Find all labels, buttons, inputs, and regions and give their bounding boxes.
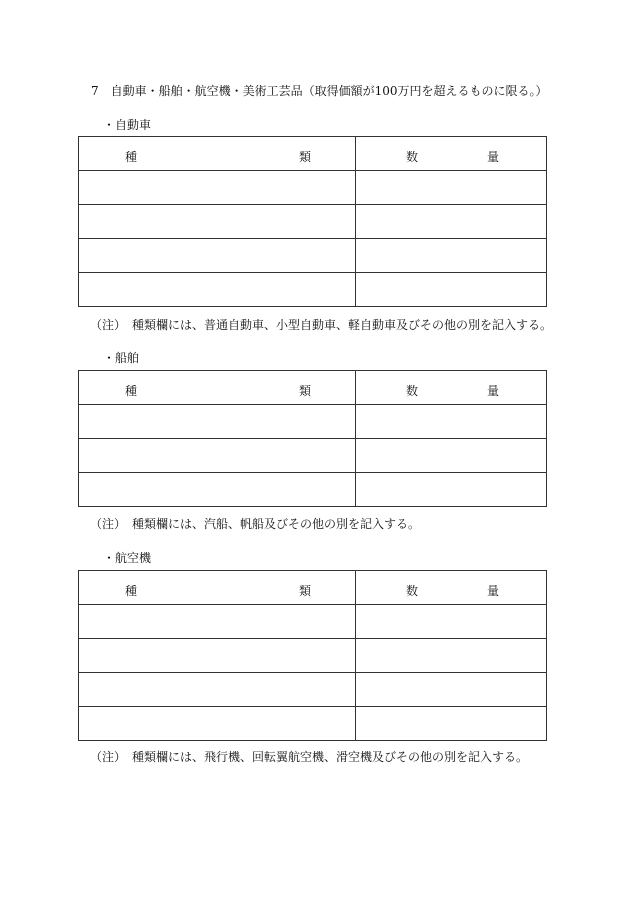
kind-header-cell — [79, 137, 356, 171]
aircraft-note: （注） 種類欄には、飛行機、回転翼航空機、滑空機及びその他の別を記入する。 — [90, 750, 529, 764]
kind-header-char-2: 類 — [299, 384, 312, 398]
kind-header-char-2: 類 — [299, 584, 312, 598]
quantity-cell[interactable] — [356, 639, 547, 673]
quantity-cell[interactable] — [356, 405, 547, 439]
kind-cell[interactable] — [79, 405, 356, 439]
section-heading: 7 自動車・船舶・航空機・美術工芸品（取得価額が100万円を超えるものに限る。） — [91, 84, 548, 98]
table-row — [79, 171, 547, 205]
section-title-automobile: ・自動車 — [103, 118, 152, 132]
automobile-note: （注） 種類欄には、普通自動車、小型自動車、軽自動車及びその他の別を記入する。 — [90, 318, 553, 332]
kind-cell[interactable] — [79, 273, 356, 307]
quantity-header-char-2: 量 — [487, 150, 500, 164]
table-row — [79, 707, 547, 741]
vessel-table — [78, 370, 547, 507]
table-row — [79, 673, 547, 707]
quantity-cell[interactable] — [356, 605, 547, 639]
table-row — [79, 439, 547, 473]
kind-header-cell — [79, 371, 356, 405]
kind-header-cell — [79, 571, 356, 605]
kind-cell[interactable] — [79, 639, 356, 673]
quantity-header-char-1: 数 — [406, 584, 419, 598]
table-row — [79, 473, 547, 507]
table-header-row — [79, 137, 547, 171]
kind-cell[interactable] — [79, 439, 356, 473]
quantity-cell[interactable] — [356, 473, 547, 507]
quantity-cell[interactable] — [356, 707, 547, 741]
section-title-vessel: ・船舶 — [103, 351, 140, 365]
quantity-cell[interactable] — [356, 239, 547, 273]
quantity-cell[interactable] — [356, 673, 547, 707]
kind-cell[interactable] — [79, 239, 356, 273]
aircraft-table — [78, 570, 547, 741]
quantity-header-char-1: 数 — [406, 150, 419, 164]
table-row — [79, 205, 547, 239]
kind-cell[interactable] — [79, 205, 356, 239]
kind-header-char-1: 種 — [125, 584, 138, 598]
kind-cell[interactable] — [79, 171, 356, 205]
kind-header-char-1: 種 — [125, 384, 138, 398]
quantity-header-cell — [356, 371, 547, 405]
table-row — [79, 239, 547, 273]
table-row — [79, 639, 547, 673]
automobile-table — [78, 136, 547, 307]
kind-cell[interactable] — [79, 673, 356, 707]
quantity-cell[interactable] — [356, 171, 547, 205]
quantity-cell[interactable] — [356, 273, 547, 307]
table-row — [79, 605, 547, 639]
quantity-header-char-1: 数 — [406, 384, 419, 398]
kind-cell[interactable] — [79, 473, 356, 507]
table-header-row — [79, 371, 547, 405]
table-header-row — [79, 571, 547, 605]
kind-cell[interactable] — [79, 605, 356, 639]
vessel-note: （注） 種類欄には、汽船、帆船及びその他の別を記入する。 — [90, 517, 421, 531]
quantity-header-char-2: 量 — [487, 384, 500, 398]
quantity-cell[interactable] — [356, 205, 547, 239]
section-title-aircraft: ・航空機 — [103, 551, 152, 565]
table-row — [79, 273, 547, 307]
quantity-header-cell — [356, 137, 547, 171]
kind-header-char-1: 種 — [125, 150, 138, 164]
kind-cell[interactable] — [79, 707, 356, 741]
quantity-header-char-2: 量 — [487, 584, 500, 598]
table-row — [79, 405, 547, 439]
quantity-cell[interactable] — [356, 439, 547, 473]
kind-header-char-2: 類 — [299, 150, 312, 164]
quantity-header-cell — [356, 571, 547, 605]
